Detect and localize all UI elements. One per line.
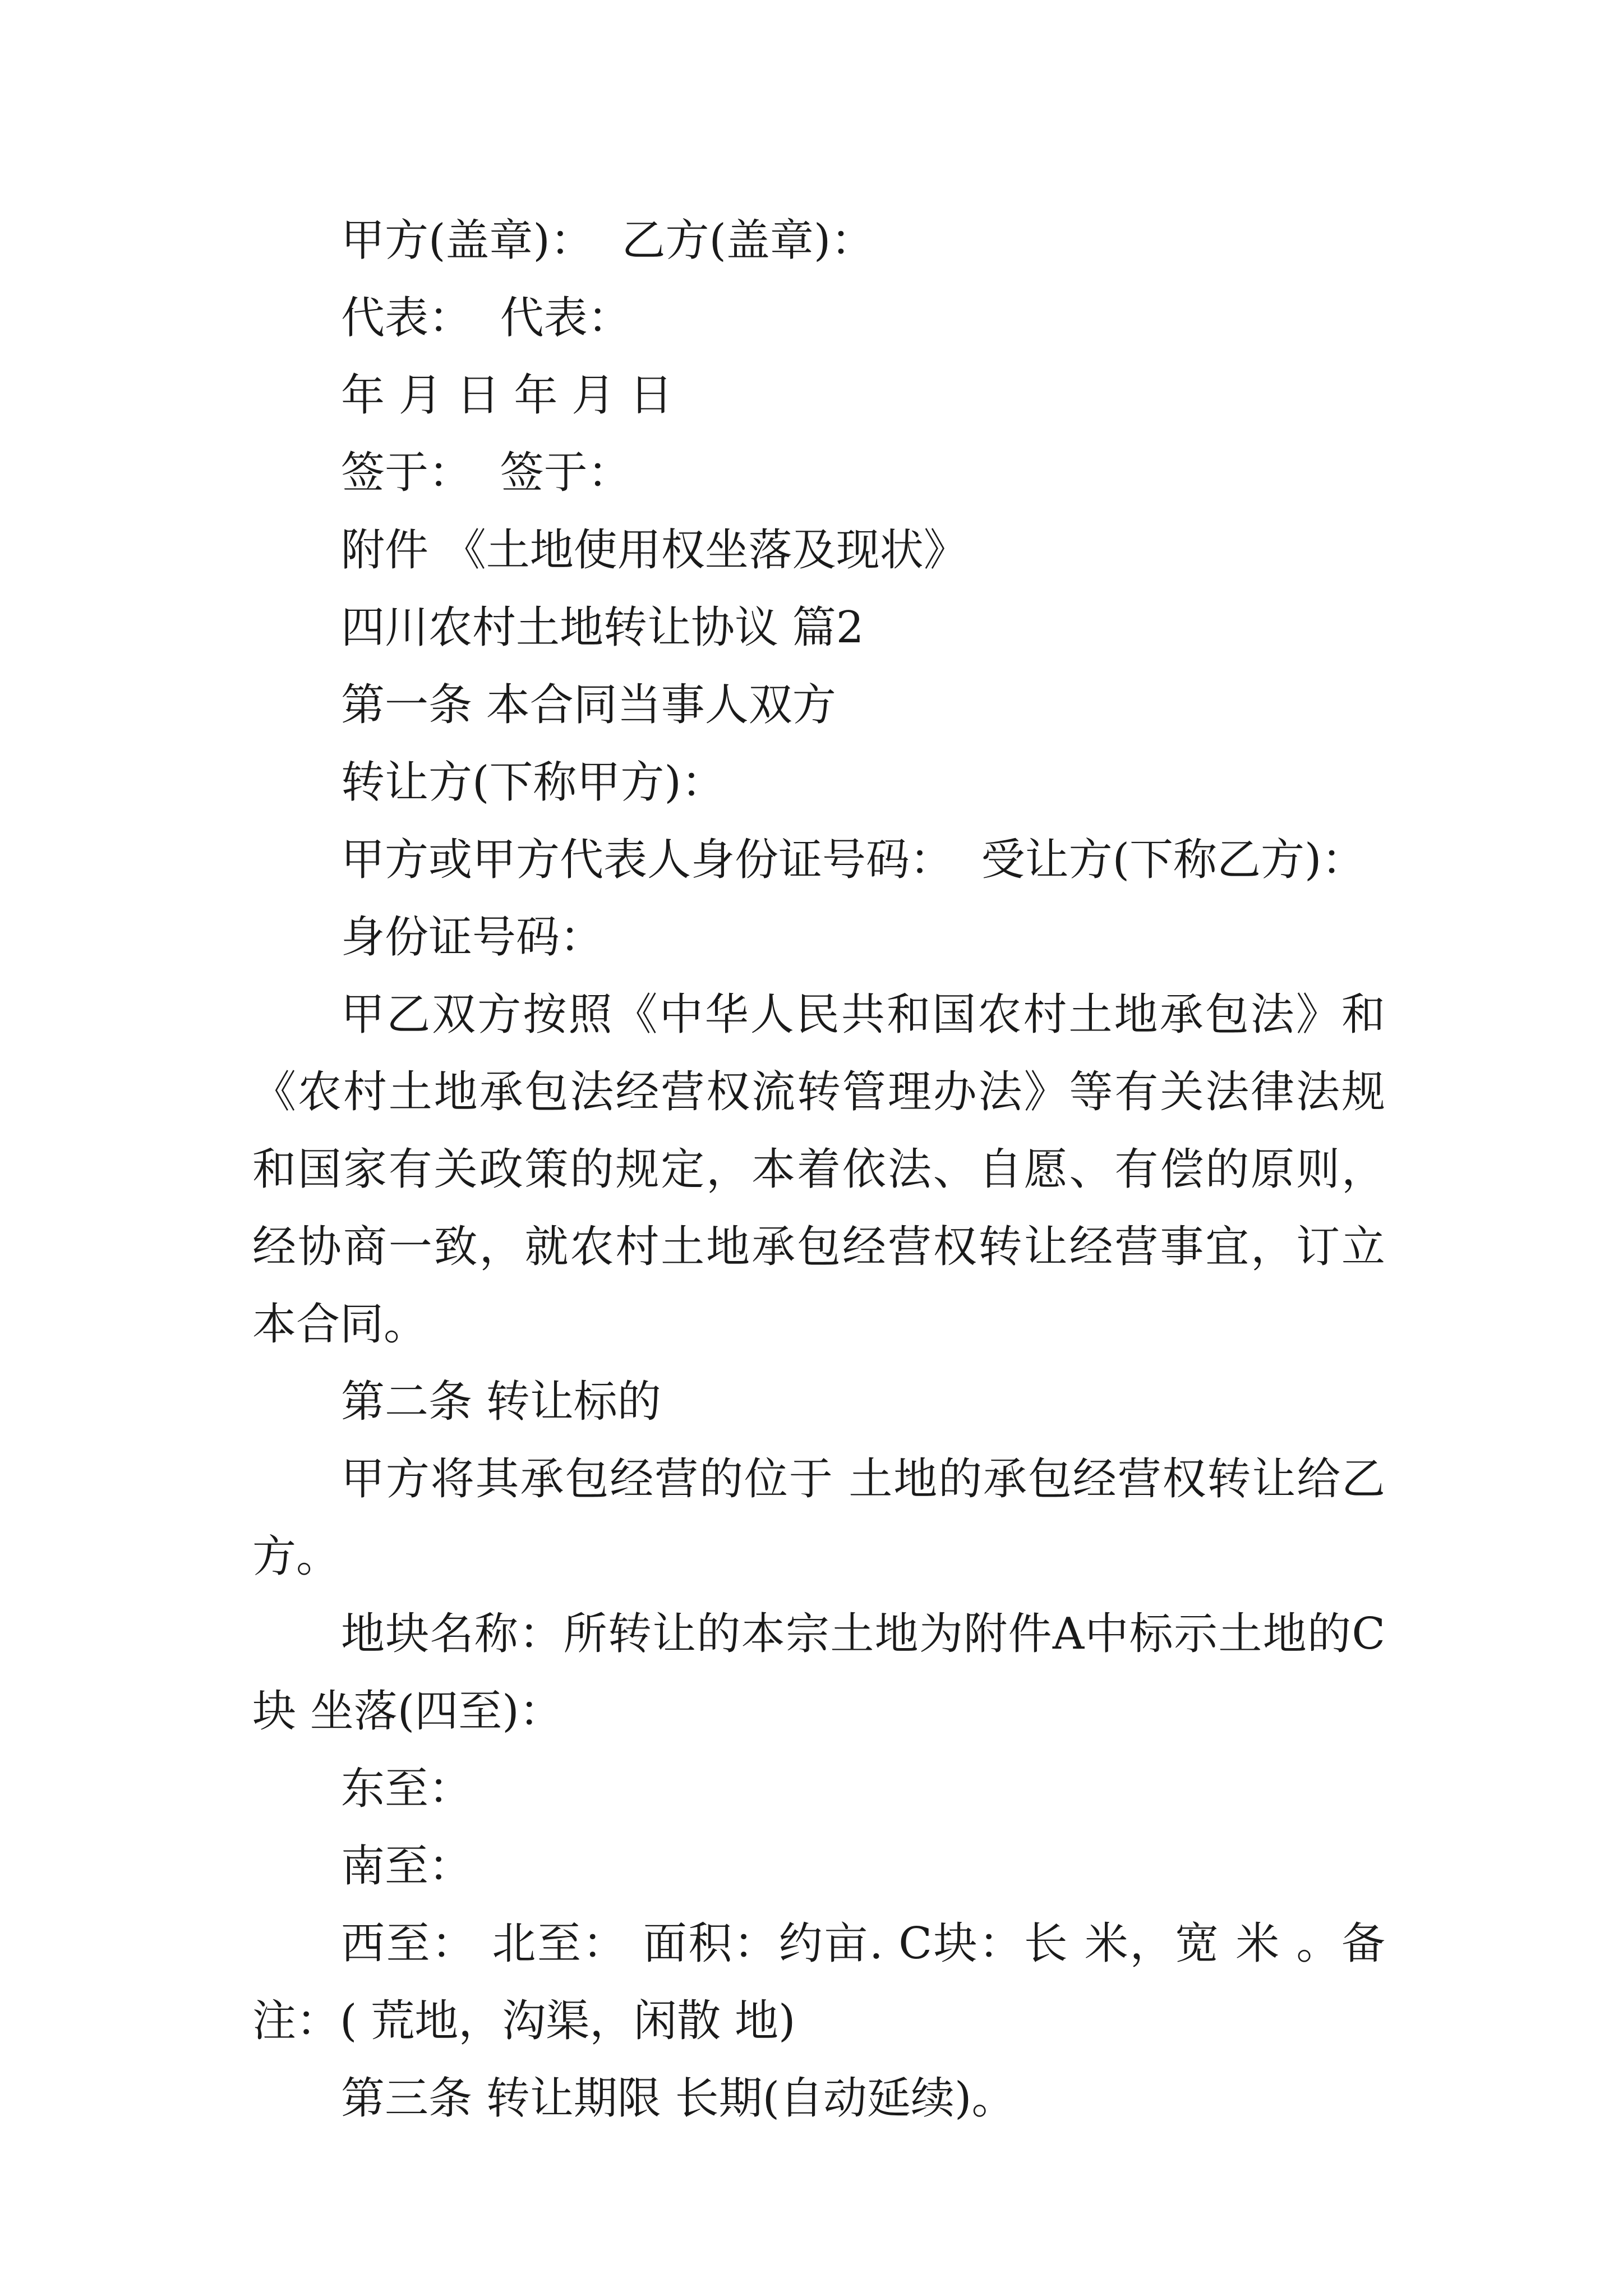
- transferee-label: 受让方(下称乙方)：: [981, 835, 1366, 885]
- seal-line: [252, 202, 1385, 279]
- party-a-seal-label: 甲方(盖章)：: [341, 215, 594, 266]
- article2-heading: 第二条 转让标的: [341, 1377, 661, 1427]
- article3-heading: 第三条 转让期限 长期(自动延续)。: [341, 2073, 1016, 2124]
- representative-line: [252, 279, 1385, 357]
- date-a-label: 年 月 日: [341, 370, 500, 421]
- plot-name-paragraph: 地块名称：所转让的本宗土地为附件A中标示土地的C块 坐落(四至)：: [252, 1609, 1385, 1737]
- id-a-label: 甲方或甲方代表人身份证号码：: [341, 835, 954, 885]
- signed-at-a-label: 签于：: [341, 448, 473, 498]
- date-line: [252, 357, 1385, 434]
- attachment-line: 附件 《土地使用权坐落及现状》: [341, 525, 967, 576]
- date-b-label: 年 月 日: [514, 370, 673, 421]
- signed-at-b-label: 签于：: [500, 448, 631, 498]
- preamble-paragraph: 甲乙双方按照《中华人民共和国农村土地承包法》和《农村土地承包法经营权流转管理办法》等有关法律法规和国家有关政策的规定，本着依法、自愿、有偿的原则，经协商一致，就农村土地承包经营权转让经营事宜，订立本合同。: [252, 990, 1385, 1350]
- id-b-line: 身份证号码：: [341, 912, 604, 963]
- article2-body-paragraph: 甲方将其承包经营的位于 土地的承包经营权转让给乙方。: [252, 1454, 1385, 1582]
- rep-a-label: 代表：: [341, 293, 473, 343]
- section-title: 四川农村土地转让协议 篇2: [341, 602, 864, 653]
- document-body: [252, 202, 1385, 2137]
- west-north-area-paragraph: 西至： 北至： 面积：约亩. C块：长 米，宽 米 。备注：( 荒地，沟渠，闲散 地): [252, 1918, 1385, 2046]
- signed-at-line: [252, 434, 1385, 512]
- rep-b-label: 代表：: [500, 293, 631, 343]
- south-boundary-line: 南至：: [341, 1841, 473, 1892]
- article1-heading: 第一条 本合同当事人双方: [341, 680, 836, 730]
- party-b-seal-label: 乙方(盖章)：: [621, 215, 875, 266]
- id-transferee-line: [252, 821, 1385, 899]
- transferor-line: 转让方(下称甲方)：: [341, 757, 725, 808]
- east-boundary-line: 东至：: [341, 1764, 473, 1814]
